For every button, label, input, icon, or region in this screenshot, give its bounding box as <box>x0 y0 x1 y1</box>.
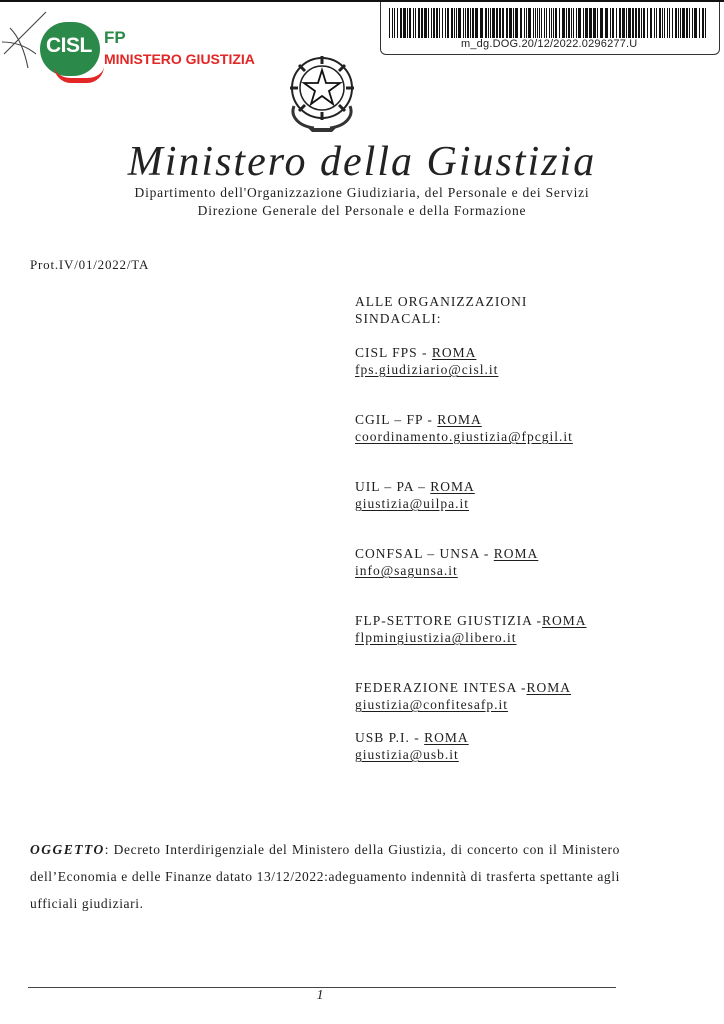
recipient-org <box>355 345 476 361</box>
recipient-org-name: CISL FPS - <box>355 345 432 360</box>
subject-text: : Decreto Interdirigenziale del Ministero della Giustizia, di concerto con il Ministero dell’Economia e delle Finanze datato 13/12/2022:adeguamento indennità di trasferta spettante agli ufficiali giudiziari. <box>30 842 620 911</box>
recipient-org <box>355 613 587 629</box>
recipient-org-name: UIL – PA – <box>355 479 431 494</box>
recipient-city: ROMA <box>437 412 482 427</box>
direction-name: Direzione Generale del Personale e della Formazione <box>197 203 527 218</box>
protocol-barcode-stamp <box>380 2 720 55</box>
recipient-org-name: CGIL – FP - <box>355 412 438 427</box>
italian-republic-emblem-icon <box>284 50 360 134</box>
barcode-code: m_dg.DOG.20/12/2022.0296277.U <box>461 38 638 50</box>
recipient-email-link[interactable]: giustizia@confitesafp.it <box>355 697 509 712</box>
recipient-email-link[interactable]: fps.giudiziario@cisl.it <box>355 362 499 377</box>
barcode-icon <box>389 8 709 38</box>
ministry-title: Ministero della Giustizia <box>127 139 597 185</box>
recipient-city: ROMA <box>493 546 539 561</box>
recipient-email-link[interactable]: coordinamento.giustizia@fpcgil.it <box>355 429 573 444</box>
recipient-city: ROMA <box>431 345 477 360</box>
recipients-heading-line2: SINDACALI: <box>355 311 442 326</box>
recipient-org <box>355 730 469 746</box>
recipient-org-name: USB P.I. - <box>355 730 425 745</box>
recipient-city: ROMA <box>542 613 587 628</box>
logo-org: MINISTERO GIUSTIZIA <box>104 51 255 67</box>
recipient-org <box>355 479 475 495</box>
recipient-org <box>355 546 538 562</box>
recipient-org-name: CONFSAL – UNSA - <box>355 546 494 561</box>
recipients-heading-line1: ALLE ORGANIZZAZIONI <box>355 294 528 309</box>
subject-paragraph <box>30 836 620 917</box>
logo-brand: CISL <box>46 34 92 57</box>
department-name: Dipartimento dell'Organizzazione Giudiziaria, del Personale e dei Servizi <box>134 185 590 200</box>
recipient-org <box>355 680 571 696</box>
protocol-number: Prot.IV/01/2022/TA <box>30 257 150 272</box>
page-number: 1 <box>316 988 324 1003</box>
recipient-email-link[interactable]: giustizia@usb.it <box>355 747 459 762</box>
logo-sub: FP <box>104 28 126 47</box>
recipient-email-link[interactable]: info@sagunsa.it <box>355 563 458 578</box>
logo-swoosh <box>54 66 104 83</box>
recipient-city: ROMA <box>430 479 475 494</box>
recipient-email-link[interactable]: giustizia@uilpa.it <box>355 496 470 511</box>
recipient-org-name: FEDERAZIONE INTESA - <box>355 680 527 695</box>
cisl-fp-logo <box>40 22 280 82</box>
recipient-city: ROMA <box>526 680 572 695</box>
recipient-org <box>355 412 482 428</box>
recipient-email-link[interactable]: flpmingiustizia@libero.it <box>355 630 517 645</box>
recipient-city: ROMA <box>424 730 469 745</box>
recipient-org-name: FLP-SETTORE GIUSTIZIA - <box>355 613 542 628</box>
subject-label: OGGETTO <box>30 842 105 857</box>
